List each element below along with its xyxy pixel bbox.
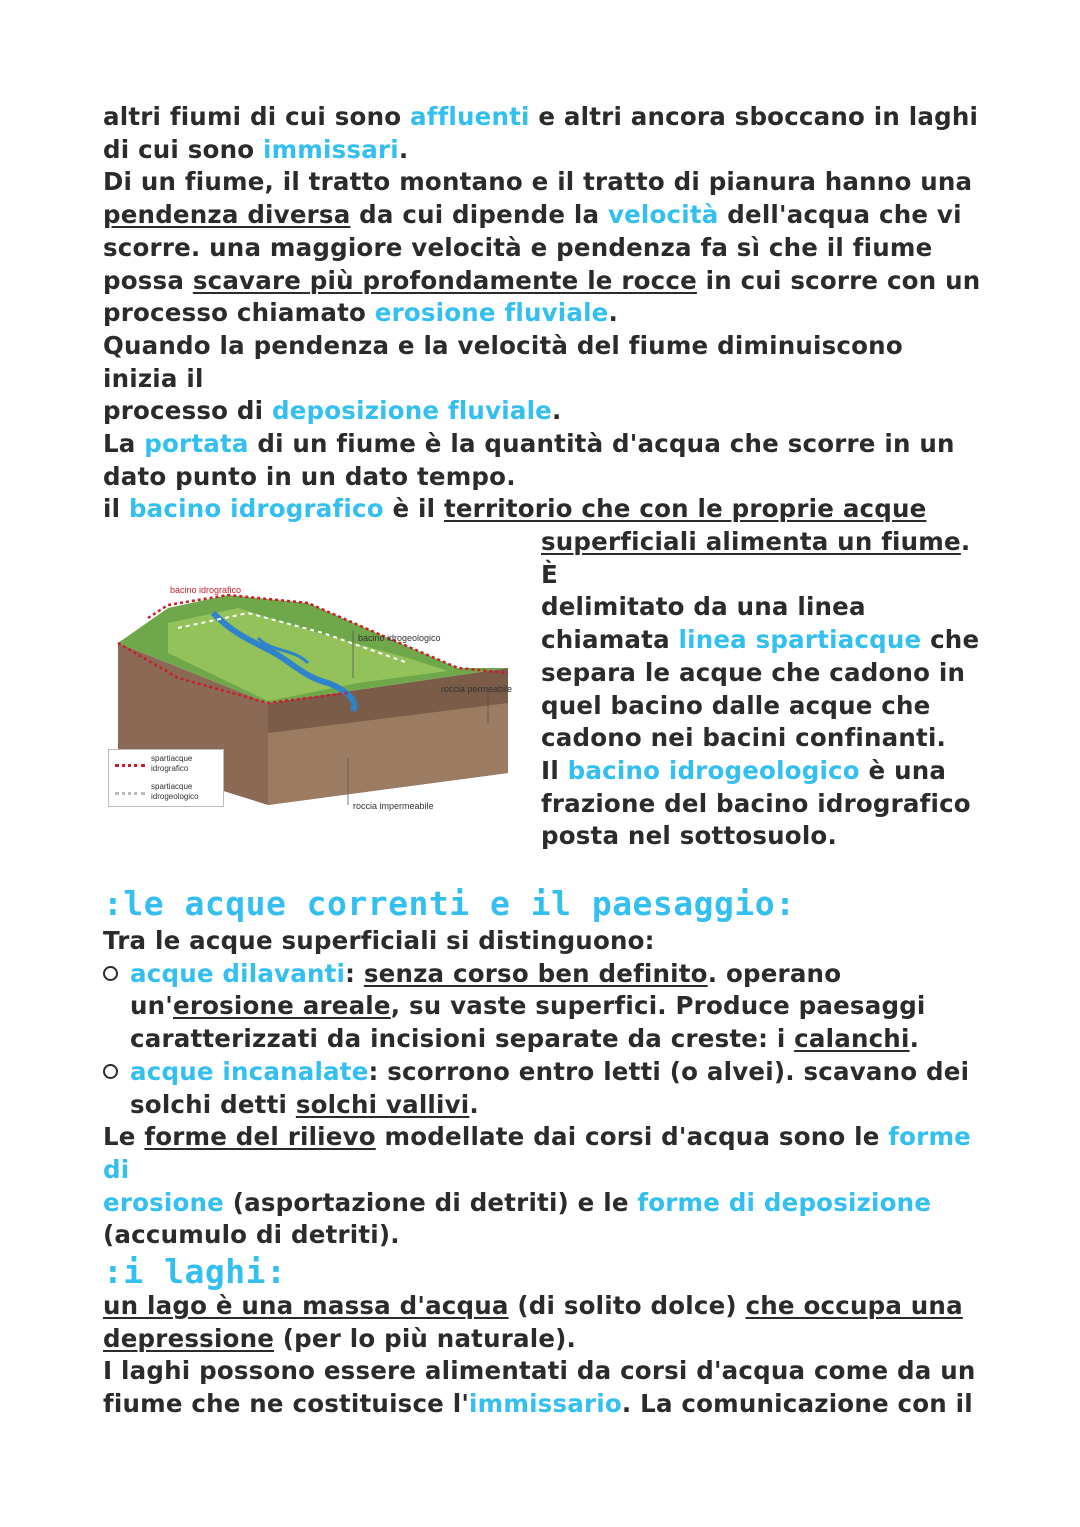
text-line: possa scavare più profondamente le rocce in cui scorre con un xyxy=(103,265,981,295)
legend-label: spartiacque idrografico xyxy=(151,754,193,773)
text-line: altri fiumi di cui sono affluenti e altri ancora sboccano in laghi xyxy=(103,102,979,131)
text-line: acque incanalate: scorrono entro letti (o alvei). scavano dei xyxy=(130,1056,970,1086)
text-line: erosione (asportazione di detriti) e le forme di deposizione xyxy=(103,1187,932,1217)
section-heading-laghi: :i laghi: xyxy=(103,1252,287,1291)
text-line: Di un fiume, il tratto montano e il tratto di pianura hanno una xyxy=(103,167,973,197)
text-line: dato punto in un dato tempo. xyxy=(103,461,516,491)
bullet-item-acque-incanalate xyxy=(103,1056,983,1121)
text-line: acque dilavanti: senza corso ben definito. operano xyxy=(130,958,842,988)
legend-swatch-idrografico xyxy=(115,764,145,767)
text-line: La portata di un fiume è la quantità d'acqua che scorre in un xyxy=(103,429,955,459)
bullet-circle-icon xyxy=(103,966,118,981)
legend-swatch-idrogeologico xyxy=(115,792,145,795)
bullet-item-acque-dilavanti xyxy=(103,958,983,1056)
text-line: processo chiamato erosione fluviale. xyxy=(103,298,619,328)
basin-paragraph-first-line xyxy=(103,493,983,526)
figure-label: bacino idrogeologico xyxy=(358,633,441,643)
text-line: un lago è una massa d'acqua (di solito dolce) che occupa una xyxy=(103,1291,963,1320)
text-line: posta nel sottosuolo. xyxy=(541,821,837,851)
text-line: processo di deposizione fluviale. xyxy=(103,396,562,426)
rivers-paragraph xyxy=(103,101,983,493)
text-line: Le forme del rilievo modellate dai corsi d'acqua sono le forme di xyxy=(103,1122,971,1184)
text-line: fiume che ne costituisce l'immissario. La comunicazione con il xyxy=(103,1389,973,1419)
laghi-body xyxy=(103,1290,983,1421)
text-line: solchi detti solchi vallivi. xyxy=(130,1089,479,1119)
text-line: Tra le acque superficiali si distinguono: xyxy=(103,926,655,955)
text-line: superficiali alimenta un fiume. È xyxy=(541,527,971,589)
figure-label: roccia impermeabile xyxy=(353,801,434,811)
figure-label: bacino idrografico xyxy=(170,585,242,595)
text-line: pendenza diversa da cui dipende la velocità dell'acqua che vi xyxy=(103,200,962,230)
text-line: Quando la pendenza e la velocità del fiume diminuiscono inizia il xyxy=(103,330,903,393)
legend-label: spartiacque idrogeologico xyxy=(151,782,199,801)
text-line: depressione (per lo più naturale). xyxy=(103,1323,577,1353)
figure-legend xyxy=(108,749,224,807)
text-line: (accumulo di detriti). xyxy=(103,1220,400,1250)
text-line: delimitato da una linea xyxy=(541,592,866,622)
acque-correnti-body xyxy=(103,925,983,1252)
text-line: il bacino idrografico è il territorio che con le proprie acque xyxy=(103,494,927,523)
text-line: separa le acque che cadono in xyxy=(541,657,966,687)
bullet-circle-icon xyxy=(103,1064,118,1079)
watershed-diagram xyxy=(108,583,518,813)
text-line: scorre. una maggiore velocità e pendenza fa sì che il fiume xyxy=(103,232,933,262)
text-line: quel bacino dalle acque che xyxy=(541,690,931,720)
text-line: chiamata linea spartiacque che xyxy=(541,625,980,655)
text-line: I laghi possono essere alimentati da corsi d'acqua come da un xyxy=(103,1356,976,1386)
text-line: caratterizzati da incisioni separate da creste: i calanchi. xyxy=(130,1024,920,1054)
text-line: cadono nei bacini confinanti. xyxy=(541,723,947,753)
section-heading-acque-correnti: :le acque correnti e il paesaggio: xyxy=(103,884,796,923)
text-line: di cui sono immissari. xyxy=(103,134,409,164)
basin-paragraph-column xyxy=(541,526,991,853)
figure-label: roccia permeabile xyxy=(441,684,513,694)
text-line: Il bacino idrogeologico è una xyxy=(541,755,947,785)
text-line: un'erosione areale, su vaste superfici. Produce paesaggi xyxy=(130,991,926,1021)
text-line: frazione del bacino idrografico xyxy=(541,788,971,818)
